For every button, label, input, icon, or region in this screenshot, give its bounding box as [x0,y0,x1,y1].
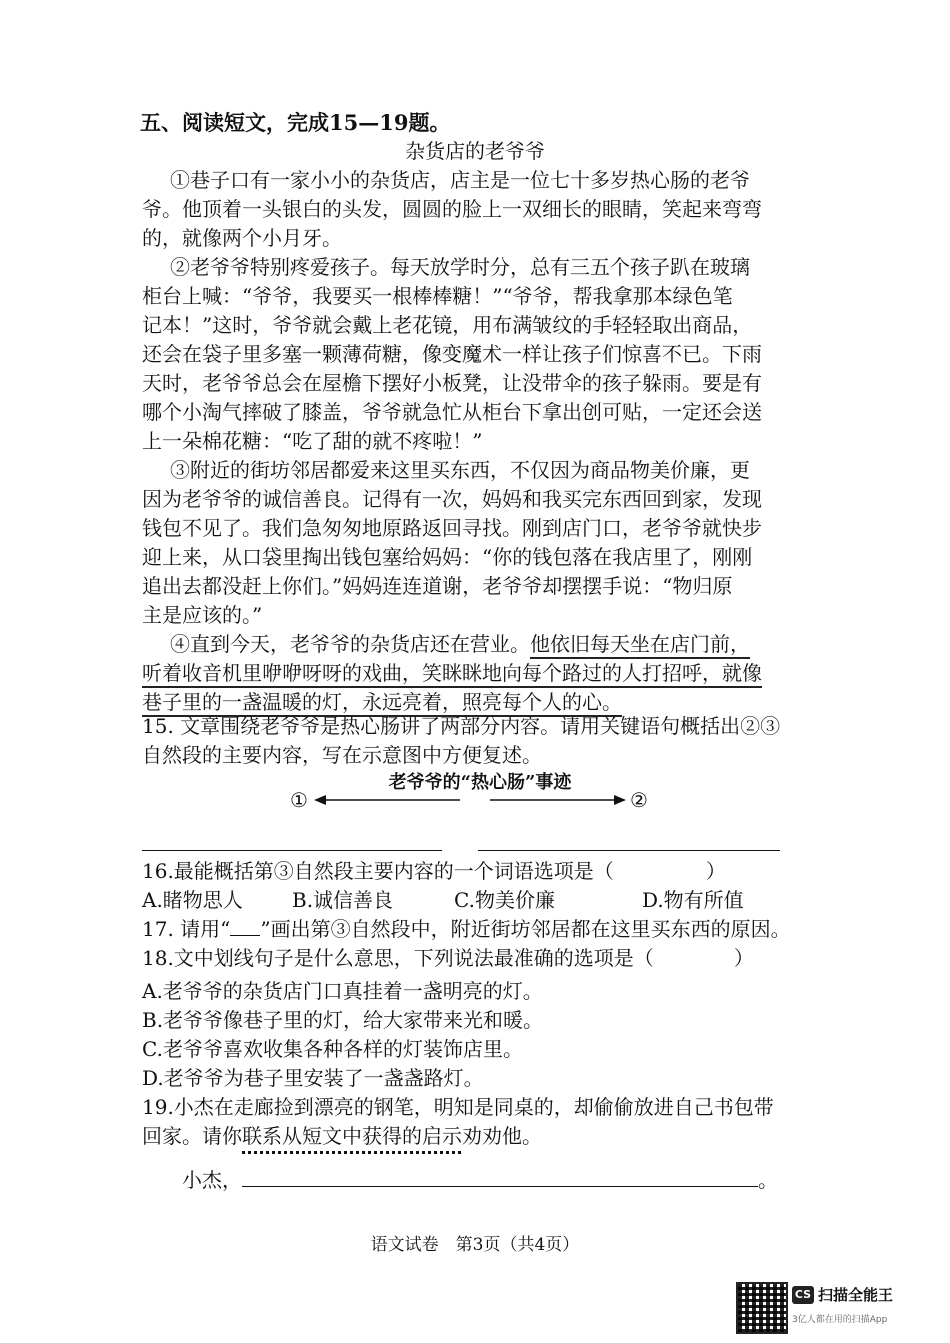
essay-line: 爷。他顶着一头银白的头发，圆圆的脸上一双细长的眼睛，笑起来弯弯 [142,197,762,221]
q15-diagram [290,768,670,828]
q19-answer-prefix: 小杰， [182,1168,242,1192]
q19-answer-line[interactable] [242,1166,758,1187]
cs-logo-icon: CS [792,1286,814,1304]
q19-answer-suffix: 。 [758,1168,778,1192]
q16-option-c: C.物美价廉 [454,888,555,912]
q16-option-b: B.诚信善良 [292,888,394,912]
question-19-cont [142,1122,822,1151]
q15-answer-line-1[interactable] [142,850,442,851]
question-17-post: ”画出第③自然段中，附近街坊邻居都在这里买东西的原因。 [260,917,791,941]
question-18 [142,944,822,973]
essay-line: 追出去都没赶上你们。”妈妈连连道谢，老爷爷却摆摆手说：“物归原 [142,574,733,598]
q18-option-d: D.老爷爷为巷子里安装了一盏盏路灯。 [142,1066,484,1090]
essay-line: 钱包不见了。我们急匆匆地原路返回寻找。刚到店门口，老爷爷就快步 [142,516,762,540]
essay-line: 柜台上喊：“爷爷，我要买一根棒棒糖！”“爷爷，帮我拿那本绿色笔 [142,284,733,308]
essay-line: ①巷子口有一家小小的杂货店，店主是一位七十多岁热心肠的老爷 [170,168,750,192]
q18-option-b: B.老爷爷像巷子里的灯，给大家带来光和暖。 [142,1008,544,1032]
double-arrow-icon [290,786,670,826]
essay-line: 天时，老爷爷总会在屋檐下摆好小板凳，让没带伞的孩子躲雨。要是有 [142,371,762,395]
q16-option-a: A.睹物思人 [142,888,243,912]
essay-line: 上一朵棉花糖：“吃了甜的就不疼啦！” [142,429,483,453]
section-title: 五、阅读短文，完成15—19题。 [140,110,451,135]
question-15-cont: 自然段的主要内容，写在示意图中方便复述。 [142,743,542,767]
essay-text: ④直到今天，老爷爷的杂货店还在营业。 [170,632,530,656]
q19-answer-row [182,1166,782,1195]
emphasized-phrase: 联系从短文中获得的启示 [242,1124,462,1148]
essay-line: ②老爷爷特别疼爱孩子。每天放学时分，总有三五个孩子趴在玻璃 [170,255,750,279]
essay-line: 的，就像两个小月牙。 [142,226,342,250]
question-15: 15. 文章围绕老爷爷是热心肠讲了两部分内容。请用关键语句概括出②③ [142,714,781,738]
question-16-text: 16.最能概括第③自然段主要内容的一个词语选项是（ [142,859,614,883]
diagram-node-1: ① [290,788,308,812]
question-17-pre: 17. 请用“ [142,917,231,941]
qr-code-icon [736,1282,788,1334]
q16-options [142,886,822,915]
question-18-close: ） [733,946,754,970]
q18-option-a: A.老爷爷的杂货店门口真挂着一盏明亮的灯。 [142,979,543,1003]
underlined-sentence: 听着收音机里咿咿呀呀的戏曲，笑眯眯地向每个路过的人打招呼，就像 [142,661,762,688]
page-footer: 语文试卷 第3页（共4页） [370,1235,580,1255]
watermark-sub: 3亿人都在用的扫描App [792,1315,888,1325]
essay-line: 记本！”这时，爷爷就会戴上老花镜，用布满皱纹的手轻轻取出商品， [142,313,753,337]
essay-line [142,630,850,659]
question-19-post: 劝劝他。 [462,1124,542,1148]
q18-option-c: C.老爷爷喜欢收集各种各样的灯装饰店里。 [142,1037,523,1061]
question-19: 19.小杰在走廊捡到漂亮的钢笔，明知是同桌的，却偷偷放进自己书包带 [142,1095,774,1119]
essay-line: 主是应该的。” [142,603,263,627]
essay-line: ③附近的街坊邻居都爱来这里买东西，不仅因为商品物美价廉，更 [170,458,750,482]
essay-line [142,659,822,688]
q16-option-d: D.物有所值 [642,888,744,912]
question-19-pre: 回家。请你 [142,1124,242,1148]
question-18-text: 18.文中划线句子是什么意思，下列说法最准确的选项是（ [142,946,654,970]
essay-title: 杂货店的老爷爷 [405,139,545,163]
question-16 [142,857,822,886]
essay-line: 迎上来，从口袋里掏出钱包塞给妈妈：“你的钱包落在我店里了，刚刚 [142,545,753,569]
q15-answer-line-2[interactable] [478,850,780,851]
diagram-title: 老爷爷的“热心肠”事迹 [388,772,572,793]
underlined-sentence: 他依旧每天坐在店门前， [530,632,750,659]
underline-symbol [230,915,260,936]
watermark-name: 扫描全能王 [818,1286,894,1304]
question-16-close: ） [705,859,726,883]
question-17 [142,915,822,944]
essay-line: 因为老爷爷的诚信善良。记得有一次，妈妈和我买完东西回到家，发现 [142,487,762,511]
underlined-sentence: 巷子里的一盏温暖的灯，永远亮着，照亮每个人的心。 [142,690,622,717]
scanner-watermark [736,1282,936,1338]
diagram-node-2: ② [630,788,648,812]
essay-line: 哪个小淘气摔破了膝盖，爷爷就急忙从柜台下拿出创可贴，一定还会送 [142,400,762,424]
essay-line: 还会在袋子里多塞一颗薄荷糖，像变魔术一样让孩子们惊喜不已。下雨 [142,342,762,366]
